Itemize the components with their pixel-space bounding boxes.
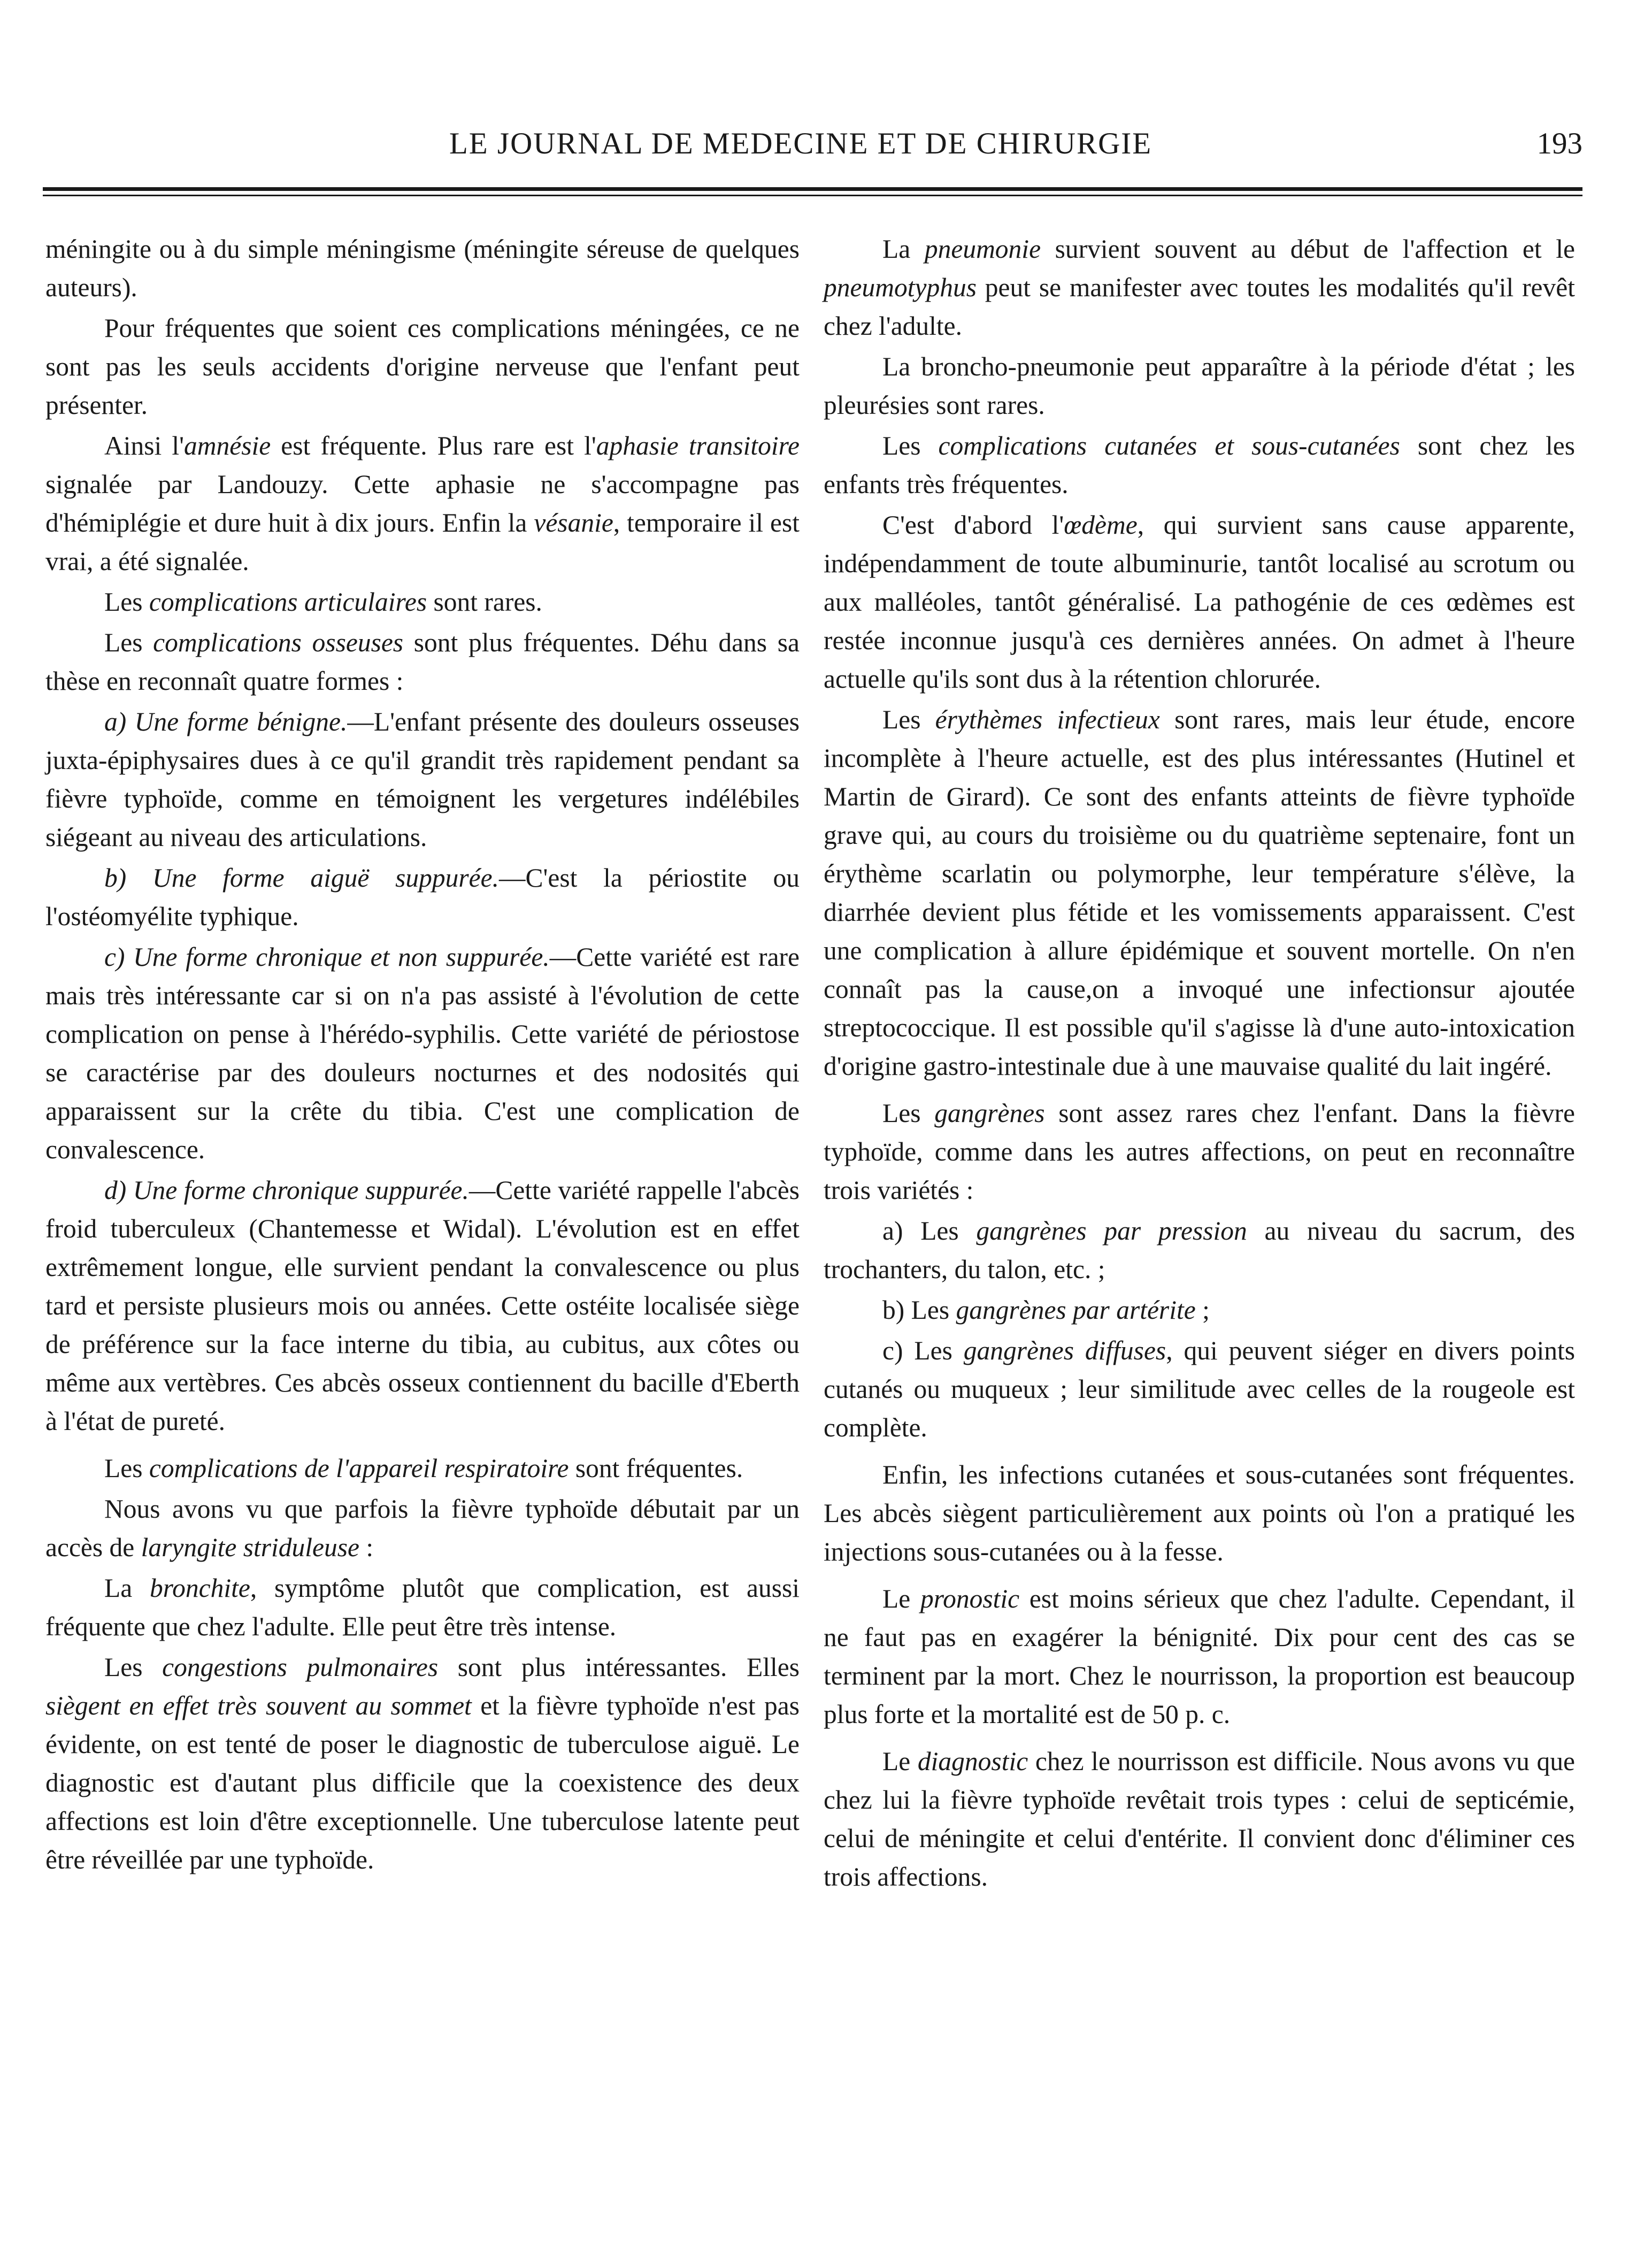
paragraph (824, 427, 1575, 504)
text-run: ; (1195, 1295, 1210, 1325)
italic-term: pneumotyphus (824, 273, 977, 302)
text-run: sont assez rares chez l'enfant. Dans la fièvre typhoïde, comme dans les autres affections, on peut en reconnaître trois variétés : (824, 1098, 1575, 1205)
text-run: sont rares, mais leur étude, encore incomplète à l'heure actuelle, est des plus intéressantes (Hutinel et Martin de Girard). Ce sont des enfants atteints de fièvre typhoïde grave qui, au cours du troisième ou du quatrième septenaire, font un érythème scarlatin ou polymorphe, leur température s'élève, la diarrhée devient plus fétide et les vomissements apparaissent. C'est une complication à allure épidémique et souvent mortelle. On n'en connaît pas la cause,on a invoqué une infectionsur ajoutée streptococcique. Il est possible qu'il s'agisse là d'une auto-intoxication d'origine gastro-intestinale due à une mauvaise qualité du lait ingéré. (824, 705, 1575, 1081)
text-run: Le (882, 1584, 920, 1613)
text-run: sont plus intéressantes. Elles (438, 1652, 800, 1682)
italic-term: a) Une forme bénigne. (104, 707, 348, 736)
paragraph (824, 1742, 1575, 1896)
text-run: sont chez les enfants très fréquentes. (824, 431, 1575, 499)
text-run: , qui survient sans cause apparente, indépendamment de toute albuminurie, tantôt localisé au scrotum ou aux malléoles, tantôt généralisé. La pathogénie de ces œdèmes est restée inconnue jusqu'à ces dernières années. On admet à l'heure actuelle qu'ils sont dus à la rétention chlorurée. (824, 510, 1575, 694)
italic-term: complications articulaires (149, 587, 427, 617)
text-run: —Cette variété est rare mais très intéressante car si on n'a pas assisté à l'évolution de cette complication on pense à l'hérédo-syphilis. Cette variété de périostose se caractérise par des douleurs nocturnes et des nodosités qui apparaissent sur la crête du tibia. C'est une complication de convalescence. (45, 942, 800, 1164)
paragraph (45, 1569, 800, 1646)
paragraph (824, 1456, 1575, 1571)
italic-term: vésanie (534, 508, 613, 537)
text-run: est fréquente. Plus rare est l' (271, 431, 596, 460)
journal-title: LE JOURNAL DE MEDECINE ET DE CHIRURGIE (449, 127, 1152, 160)
paragraph (45, 703, 800, 857)
text-run: Les (882, 1098, 935, 1128)
text-run: La broncho-pneumonie peut apparaître à la période d'état ; les pleurésies sont rares. (824, 352, 1575, 420)
text-run: Les (104, 1652, 163, 1682)
running-header (43, 126, 1582, 169)
text-run: C'est d'abord l' (882, 510, 1064, 540)
italic-term: complications osseuses (153, 628, 404, 657)
paragraph (824, 1580, 1575, 1734)
paragraph (45, 309, 800, 425)
text-run: Les (104, 628, 153, 657)
text-run: b) Les (882, 1295, 956, 1325)
text-run: sont fréquentes. (568, 1454, 743, 1483)
paragraph (824, 1332, 1575, 1447)
italic-term: œdème (1064, 510, 1138, 540)
paragraph (824, 1094, 1575, 1210)
text-run: c) Les (882, 1336, 964, 1365)
text-run: survient souvent au début de l'affection et le (1041, 234, 1576, 264)
text-run: Le (882, 1747, 918, 1776)
header-rule-thin (43, 195, 1582, 196)
paragraph (824, 701, 1575, 1086)
text-run: Ainsi l' (104, 431, 185, 460)
italic-term: bronchite (150, 1573, 250, 1603)
text-run: sont plus fréquentes. Déhu dans sa thèse en reconnaît quatre formes : (45, 628, 800, 696)
text-run: : (359, 1533, 374, 1562)
italic-term: congestions pulmonaires (162, 1652, 439, 1682)
italic-term: gangrènes (934, 1098, 1045, 1128)
paragraph (45, 1449, 800, 1488)
italic-term: complications de l'appareil respiratoire (149, 1454, 569, 1483)
paragraph (45, 583, 800, 621)
paragraph (824, 506, 1575, 698)
italic-term: gangrènes diffuses (963, 1336, 1166, 1365)
italic-term: érythèmes infectieux (935, 705, 1160, 734)
text-run: sont rares. (427, 587, 542, 617)
text-run: est moins sérieux que chez l'adulte. Cependant, il ne faut pas en exagérer la bénignité. Dix pour cent des cas se terminent par la mort. Chez le nourrisson, la proportion est beaucoup plus forte et la mortalité est de 50 p. c. (824, 1584, 1575, 1729)
left-column (45, 230, 800, 1881)
paragraph (824, 1291, 1575, 1329)
paragraph (45, 1648, 800, 1879)
italic-term: laryngite striduleuse (141, 1533, 359, 1562)
text-run: Les (104, 1454, 149, 1483)
right-column (824, 230, 1575, 1898)
text-run: signalée par Landouzy. Cette aphasie ne s'accompagne pas d'hémiplégie et dure huit à dix jours. Enfin la (45, 470, 800, 537)
text-run: La (104, 1573, 150, 1603)
paragraph (45, 1490, 800, 1567)
paragraph (45, 624, 800, 701)
paragraph (45, 427, 800, 581)
paragraph (824, 1212, 1575, 1289)
text-run: —Cette variété rappelle l'abcès froid tuberculeux (Chantemesse et Widal). L'évolution est en effet extrêmement longue, elle survient pendant la convalescence ou plus tard et persiste plusieurs mois ou années. Cette ostéite localisée siège de préférence sur la face interne du tibia, au cubitus, aux côtes ou même aux vertèbres. Ces abcès osseux contiennent du bacille d'Eberth à l'état de pureté. (45, 1175, 800, 1436)
italic-term: amnésie (184, 431, 271, 460)
paragraph (824, 230, 1575, 345)
italic-term: pronostic (920, 1584, 1020, 1613)
text-run: chez le nourrisson est difficile. Nous avons vu que chez lui la fièvre typhoïde revêtait trois types : celui de septicémie, celui de méningite et celui d'entérite. Il convient donc d'éliminer ces trois affections. (824, 1747, 1575, 1892)
text-run: et la fièvre typhoïde n'est pas évidente, on est tenté de poser le diagnostic de tuberculose aiguë. Le diagnostic est d'autant plus difficile que la coexistence des deux affections est loin d'être exceptionnelle. Une tuberculose latente peut être réveillée par une typhoïde. (45, 1691, 800, 1874)
italic-term: d) Une forme chronique suppurée. (104, 1175, 469, 1205)
paragraph (45, 230, 800, 307)
text-run: Nous avons vu que parfois la fièvre typhoïde débutait par un accès de (45, 1494, 800, 1562)
text-run: La (882, 234, 925, 264)
text-run: Les (104, 587, 149, 617)
italic-term: complications cutanées et sous-cutanées (938, 431, 1400, 460)
text-run: Les (882, 431, 939, 460)
header-rule-thick (43, 187, 1582, 191)
italic-term: b) Une forme aiguë suppurée. (104, 863, 499, 893)
text-run: méningite ou à du simple méningisme (méningite séreuse de quelques auteurs). (45, 234, 800, 302)
italic-term: pneumonie (924, 234, 1041, 264)
text-run: au niveau du sacrum, des trochanters, du talon, etc. ; (824, 1216, 1575, 1284)
text-run: Pour fréquentes que soient ces complications méningées, ce ne sont pas les seuls accidents d'origine nerveuse que l'enfant peut présenter. (45, 313, 800, 420)
text-run: —C'est la périostite ou l'ostéomyélite typhique. (45, 863, 800, 931)
text-run: , temporaire il est vrai, a été signalée. (45, 508, 800, 576)
page-number: 193 (1536, 127, 1582, 160)
paragraph (45, 938, 800, 1169)
text-run: , qui peuvent siéger en divers points cutanés ou muqueux ; leur similitude avec celles de la rougeole est complète. (824, 1336, 1575, 1442)
italic-term: aphasie transitoire (596, 431, 800, 460)
text-run: peut se manifester avec toutes les modalités qu'il revêt chez l'adulte. (824, 273, 1575, 341)
italic-term: siègent en effet très souvent au sommet (45, 1691, 472, 1720)
text-run: a) Les (882, 1216, 977, 1246)
italic-term: c) Une forme chronique et non suppurée. (104, 942, 550, 972)
italic-term: diagnostic (917, 1747, 1028, 1776)
paragraph (45, 1171, 800, 1441)
paragraph (824, 348, 1575, 425)
text-run: Les (882, 705, 935, 734)
italic-term: gangrènes par pression (976, 1216, 1247, 1246)
paragraph (45, 859, 800, 936)
text-run: , symptôme plutôt que complication, est aussi fréquente que chez l'adulte. Elle peut être très intense. (45, 1573, 800, 1641)
text-run: Enfin, les infections cutanées et sous-cutanées sont fréquentes. Les abcès siègent particulièrement aux points où l'on a pratiqué les injections sous-cutanées ou à la fesse. (824, 1460, 1575, 1566)
italic-term: gangrènes par artérite (956, 1295, 1196, 1325)
text-run: —L'enfant présente des douleurs osseuses juxta-épiphysaires dues à ce qu'il grandit très rapidement pendant sa fièvre typhoïde, comme en témoignent les vergetures indélébiles siégeant au niveau des articulations. (45, 707, 800, 852)
